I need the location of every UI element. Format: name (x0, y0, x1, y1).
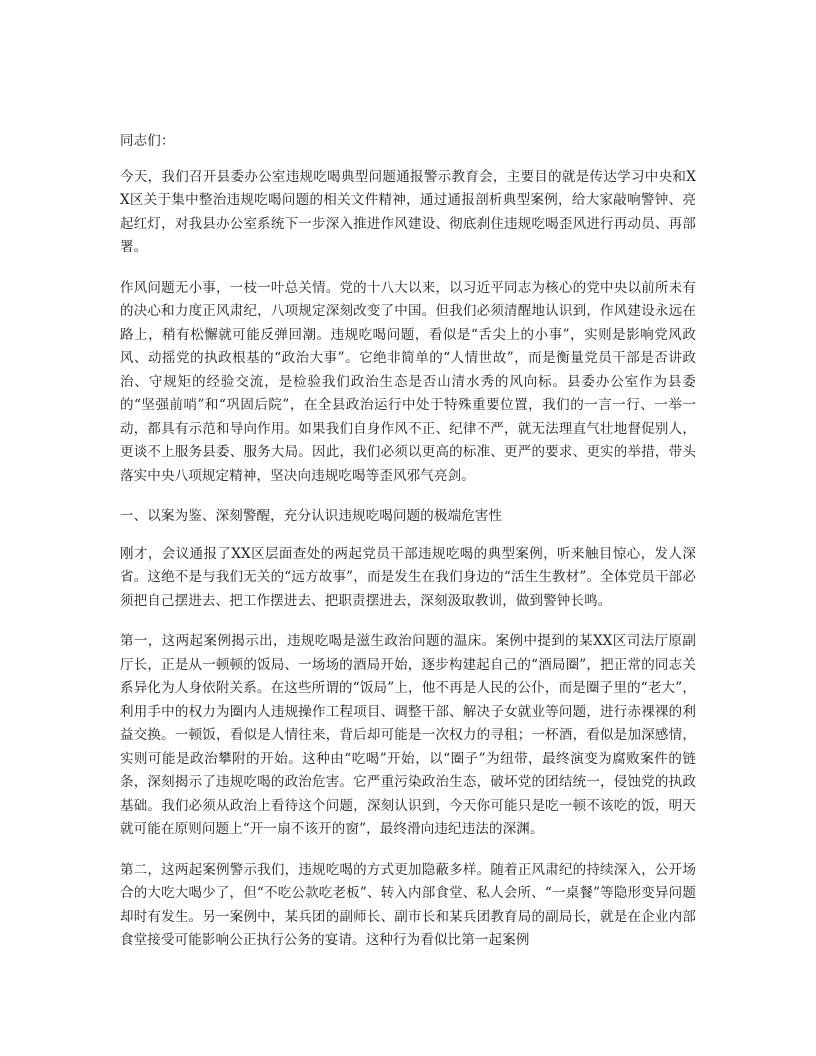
paragraph-point-two: 第二，这两起案例警示我们，违规吃喝的方式更加隐蔽多样。随着正风肃纪的持续深入，公开场合的大吃大喝少了，但“不吃公款吃老板”、转入内部食堂、私人会所、“一桌餐”等隐形变异问题却时有发生。另一案例中，某兵团的副师长、副市长和某兵团教育局的副局长，就是在企业内部食堂接受可能影响公正执行公务的宴请。这种行为看似比第一起案例 (120, 861, 696, 948)
paragraph-intro: 今天，我们召开县委办公室违规吃喝典型问题通报警示教育会，主要目的就是传达学习中央和XX区关于集中整治违规吃喝问题的相关文件精神，通过通报剖析典型案例，给大家敲响警钟、亮起红灯，对我县办公室系统下一步深入推进作风建设、彻底刹住违规吃喝歪风进行再动员、再部署。 (120, 168, 696, 255)
document-body (120, 130, 696, 970)
paragraph-point-one: 第一，这两起案例揭示出，违规吃喝是滋生政治问题的温床。案例中提到的某XX区司法厅原副厅长，正是从一顿顿的饭局、一场场的酒局开始，逐步构建起自己的“酒局圈”，把正常的同志关系异化为人身依附关系。在这些所谓的“饭局”上，他不再是人民的公仆，而是圈子里的“老大”，利用手中的权力为圈内人违规操作工程项目、调整干部、解决子女就业等问题，进行赤裸裸的利益交换。一顿饭，看似是人情往来，背后却可能是一次权力的寻租；一杯酒，看似是加深感情，实则可能是政治攀附的开始。这种由“吃喝”开始，以“圈子”为纽带，最终演变为腐败案件的链条，深刻揭示了违规吃喝的政治危害。它严重污染政治生态，破坏党的团结统一，侵蚀党的执政基础。我们必须从政治上看待这个问题，深刻认识到，今天你可能只是吃一顿不该吃的饭，明天就可能在原则问题上“开一扇不该开的窗”，最终滑向违纪违法的深渊。 (120, 633, 696, 837)
paragraph-work-style: 作风问题无小事，一枝一叶总关情。党的十八大以来，以习近平同志为核心的党中央以前所未有的决心和力度正风肃纪，八项规定深刻改变了中国。但我们必须清醒地认识到，作风建设永远在路上，稍有松懈就可能反弹回潮。违规吃喝问题，看似是“舌尖上的小事”，实则是影响党风政风、动摇党的执政根基的“政治大事”。它绝非简单的“人情世故”，而是衡量党员干部是否讲政治、守规矩的经验交流，是检验我们政治生态是否山清水秀的风向标。县委办公室作为县委的“坚强前哨”和“巩固后院”，在全县政治运行中处于特殊重要位置，我们的一言一行、一举一动，都具有示范和导向作用。如果我们自身作风不正、纪律不严，就无法理直气壮地督促别人，更谈不上服务县委、服务大局。因此，我们必须以更高的标准、更严的要求、更实的举措，带头落实中央八项规定精神，坚决向违规吃喝等歪风邪气亮剑。 (120, 279, 696, 484)
paragraph-case-report: 刚才，会议通报了XX区层面查处的两起党员干部违规吃喝的典型案例，听来触目惊心，发人深省。这绝不是与我们无关的“远方故事”，而是发生在我们身边的“活生生教材”。全体党员干部必须把自己摆进去、把工作摆进去、把职责摆进去，深刻汲取教训，做到警钟长鸣。 (120, 545, 696, 609)
section-heading: 一、以案为鉴、深刻警醒，充分认识违规吃喝问题的极端危害性 (120, 508, 503, 524)
greeting: 同志们： (120, 133, 175, 149)
